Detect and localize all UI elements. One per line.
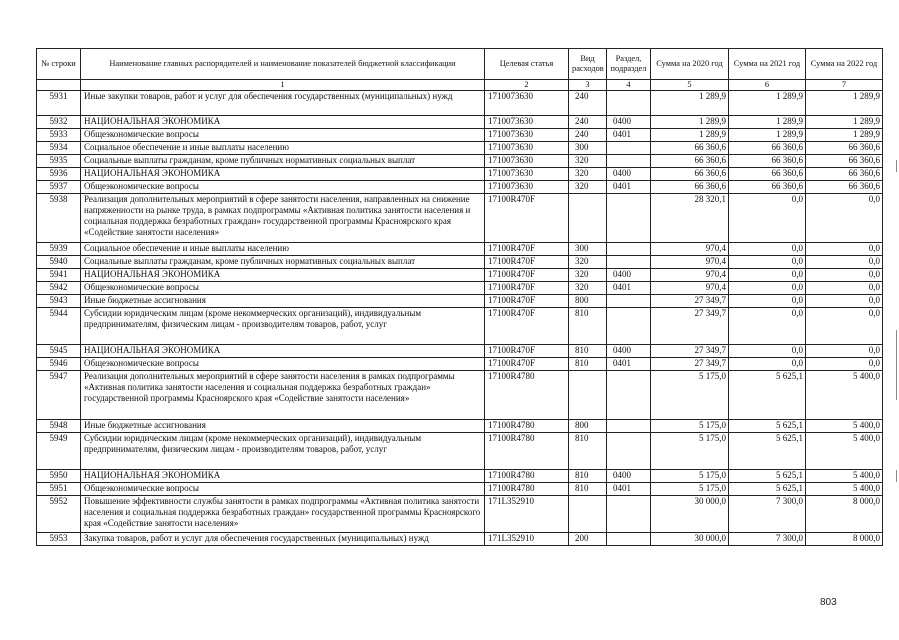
row-sum-2021: 66 360,6	[729, 142, 806, 155]
row-expense-type: 320	[569, 181, 607, 194]
scan-edge-mark	[896, 470, 897, 482]
row-sum-2020: 970,4	[651, 282, 729, 295]
row-target-article: 17100R470F	[485, 243, 569, 256]
row-name: Общеэкономические вопросы	[81, 282, 485, 295]
row-name: Социальное обеспечение и иные выплаты населению	[81, 243, 485, 256]
row-target-article: 17100R4780	[485, 483, 569, 496]
row-sum-2020: 27 349,7	[651, 358, 729, 371]
row-name: Реализация дополнительных мероприятий в сфере занятости населения, направленных на снижение напряженности на рынке труда, в рамках подпрограммы «Активная политика занятости населения и социальная поддержка безработных граждан» государственной программы Красноярского края «Содействие занятости населения»	[81, 194, 485, 243]
row-target-article: 17100R470F	[485, 358, 569, 371]
row-number: 5936	[37, 168, 81, 181]
row-sum-2020: 1 289,9	[651, 91, 729, 116]
row-number: 5935	[37, 155, 81, 168]
row-target-article: 17100R470F	[485, 308, 569, 345]
row-sum-2022: 0,0	[806, 308, 883, 345]
row-sum-2021: 5 625,1	[729, 470, 806, 483]
table-row	[37, 371, 883, 420]
row-expense-type: 320	[569, 155, 607, 168]
row-sum-2022: 8 000,0	[806, 496, 883, 533]
row-name: Иные бюджетные ассигнования	[81, 295, 485, 308]
row-number: 5946	[37, 358, 81, 371]
table-row	[37, 282, 883, 295]
row-target-article: 17100R470F	[485, 269, 569, 282]
row-sum-2021: 5 625,1	[729, 371, 806, 420]
column-number: 4	[607, 80, 651, 91]
row-sum-2021: 0,0	[729, 345, 806, 358]
row-section	[607, 142, 651, 155]
row-expense-type: 300	[569, 142, 607, 155]
row-sum-2020: 5 175,0	[651, 371, 729, 420]
row-number: 5944	[37, 308, 81, 345]
row-name: Субсидии юридическим лицам (кроме некоммерческих организаций), индивидуальным предпринимателям, физическим лицам - производителям товаров, работ, услуг	[81, 433, 485, 470]
row-sum-2020: 27 349,7	[651, 295, 729, 308]
row-sum-2020: 28 320,1	[651, 194, 729, 243]
row-section	[607, 295, 651, 308]
row-name: Повышение эффективности службы занятости в рамках подпрограммы «Активная политика занятости населения и социальная поддержка безработных граждан» государственной программы Красноярского края «Содействие занятости населения»	[81, 496, 485, 533]
row-number: 5938	[37, 194, 81, 243]
row-sum-2022: 1 289,9	[806, 129, 883, 142]
row-number: 5945	[37, 345, 81, 358]
row-target-article: 17100R470F	[485, 282, 569, 295]
row-section	[607, 420, 651, 433]
row-name: НАЦИОНАЛЬНАЯ ЭКОНОМИКА	[81, 269, 485, 282]
column-number: 3	[569, 80, 607, 91]
row-target-article: 1710073630	[485, 142, 569, 155]
row-expense-type: 320	[569, 256, 607, 269]
header-row-number: № строки	[37, 49, 81, 80]
row-expense-type: 240	[569, 91, 607, 116]
row-sum-2021: 1 289,9	[729, 91, 806, 116]
row-sum-2020: 27 349,7	[651, 308, 729, 345]
row-sum-2022: 5 400,0	[806, 371, 883, 420]
row-expense-type: 800	[569, 420, 607, 433]
row-sum-2021: 5 625,1	[729, 420, 806, 433]
row-target-article: 17100R470F	[485, 295, 569, 308]
table-row	[37, 269, 883, 282]
row-name: НАЦИОНАЛЬНАЯ ЭКОНОМИКА	[81, 116, 485, 129]
row-sum-2021: 5 625,1	[729, 433, 806, 470]
table-row	[37, 116, 883, 129]
row-section	[607, 533, 651, 546]
row-section: 0400	[607, 345, 651, 358]
row-section: 0401	[607, 358, 651, 371]
row-sum-2022: 66 360,6	[806, 168, 883, 181]
row-sum-2022: 5 400,0	[806, 420, 883, 433]
row-name: Реализация дополнительных мероприятий в сфере занятости населения в рамках подпрограммы «Активная политика занятости населения и социальная поддержка безработных граждан» государственной программы Красноярского края «Содействие занятости населения»	[81, 371, 485, 420]
header-row	[37, 49, 883, 80]
row-sum-2021: 1 289,9	[729, 116, 806, 129]
row-section: 0401	[607, 282, 651, 295]
table-row	[37, 181, 883, 194]
row-number: 5934	[37, 142, 81, 155]
column-number: 2	[485, 80, 569, 91]
row-section	[607, 256, 651, 269]
column-number: 1	[81, 80, 485, 91]
table-row	[37, 91, 883, 116]
table-row	[37, 168, 883, 181]
row-sum-2020: 1 289,9	[651, 129, 729, 142]
row-expense-type: 320	[569, 168, 607, 181]
row-target-article: 17100R470F	[485, 256, 569, 269]
row-number: 5948	[37, 420, 81, 433]
row-sum-2022: 5 400,0	[806, 483, 883, 496]
row-expense-type: 240	[569, 116, 607, 129]
row-target-article: 171L352910	[485, 496, 569, 533]
row-number: 5949	[37, 433, 81, 470]
row-sum-2021: 0,0	[729, 256, 806, 269]
row-sum-2022: 1 289,9	[806, 91, 883, 116]
budget-table-sheet	[36, 48, 882, 546]
row-section	[607, 433, 651, 470]
row-section	[607, 496, 651, 533]
row-sum-2020: 970,4	[651, 269, 729, 282]
row-number: 5937	[37, 181, 81, 194]
table-row	[37, 483, 883, 496]
row-name: Социальные выплаты гражданам, кроме публичных нормативных социальных выплат	[81, 256, 485, 269]
header-target-article: Целевая статья	[485, 49, 569, 80]
table-row	[37, 256, 883, 269]
table-row	[37, 470, 883, 483]
row-number: 5951	[37, 483, 81, 496]
row-expense-type: 810	[569, 358, 607, 371]
row-sum-2021: 0,0	[729, 358, 806, 371]
row-sum-2020: 1 289,9	[651, 116, 729, 129]
row-expense-type: 240	[569, 129, 607, 142]
row-sum-2021: 7 300,0	[729, 496, 806, 533]
row-name: НАЦИОНАЛЬНАЯ ЭКОНОМИКА	[81, 168, 485, 181]
row-name: Общеэкономические вопросы	[81, 358, 485, 371]
table-row	[37, 496, 883, 533]
table-row	[37, 308, 883, 345]
table-row	[37, 433, 883, 470]
row-sum-2021: 0,0	[729, 243, 806, 256]
row-number: 5943	[37, 295, 81, 308]
table-row	[37, 420, 883, 433]
row-number: 5940	[37, 256, 81, 269]
row-sum-2020: 5 175,0	[651, 433, 729, 470]
row-sum-2022: 0,0	[806, 194, 883, 243]
column-number: 6	[729, 80, 806, 91]
row-sum-2021: 7 300,0	[729, 533, 806, 546]
row-sum-2020: 30 000,0	[651, 533, 729, 546]
row-number: 5950	[37, 470, 81, 483]
column-number: 5	[651, 80, 729, 91]
row-number: 5931	[37, 91, 81, 116]
row-section	[607, 155, 651, 168]
scan-edge-mark	[896, 330, 897, 400]
scan-edge-mark	[896, 160, 897, 172]
row-sum-2022: 5 400,0	[806, 470, 883, 483]
row-sum-2022: 0,0	[806, 282, 883, 295]
row-sum-2022: 0,0	[806, 243, 883, 256]
row-sum-2020: 66 360,6	[651, 155, 729, 168]
row-sum-2020: 5 175,0	[651, 420, 729, 433]
header-name: Наименование главных распорядителей и наименование показателей бюджетной классификации	[81, 49, 485, 80]
page-number: 803	[820, 597, 837, 608]
row-name: НАЦИОНАЛЬНАЯ ЭКОНОМИКА	[81, 345, 485, 358]
row-sum-2021: 1 289,9	[729, 129, 806, 142]
row-sum-2020: 970,4	[651, 243, 729, 256]
row-section: 0400	[607, 168, 651, 181]
row-expense-type: 810	[569, 345, 607, 358]
table-row	[37, 142, 883, 155]
row-sum-2021: 66 360,6	[729, 168, 806, 181]
row-name: Иные закупки товаров, работ и услуг для обеспечения государственных (муниципальных) нужд	[81, 91, 485, 116]
row-name: Субсидии юридическим лицам (кроме некоммерческих организаций), индивидуальным предпринимателям, физическим лицам - производителям товаров, работ, услуг	[81, 308, 485, 345]
row-target-article: 17100R470F	[485, 194, 569, 243]
row-expense-type	[569, 194, 607, 243]
row-sum-2022: 1 289,9	[806, 116, 883, 129]
row-section	[607, 243, 651, 256]
column-number	[37, 80, 81, 91]
row-target-article: 1710073630	[485, 129, 569, 142]
row-section	[607, 371, 651, 420]
row-name: Общеэкономические вопросы	[81, 483, 485, 496]
row-sum-2021: 5 625,1	[729, 483, 806, 496]
row-target-article: 1710073630	[485, 181, 569, 194]
table-row	[37, 533, 883, 546]
row-sum-2020: 30 000,0	[651, 496, 729, 533]
column-number: 7	[806, 80, 883, 91]
row-name: Иные бюджетные ассигнования	[81, 420, 485, 433]
table-row	[37, 345, 883, 358]
row-expense-type: 810	[569, 433, 607, 470]
row-name: Общеэкономические вопросы	[81, 129, 485, 142]
row-sum-2020: 5 175,0	[651, 483, 729, 496]
row-sum-2021: 0,0	[729, 282, 806, 295]
row-sum-2022: 0,0	[806, 256, 883, 269]
row-expense-type: 320	[569, 282, 607, 295]
row-sum-2020: 66 360,6	[651, 181, 729, 194]
row-sum-2020: 5 175,0	[651, 470, 729, 483]
row-sum-2022: 0,0	[806, 358, 883, 371]
row-sum-2021: 66 360,6	[729, 181, 806, 194]
row-number: 5952	[37, 496, 81, 533]
row-number: 5941	[37, 269, 81, 282]
row-sum-2020: 27 349,7	[651, 345, 729, 358]
row-number: 5933	[37, 129, 81, 142]
row-section: 0401	[607, 483, 651, 496]
row-number: 5942	[37, 282, 81, 295]
row-expense-type: 200	[569, 533, 607, 546]
row-number: 5953	[37, 533, 81, 546]
row-sum-2022: 0,0	[806, 295, 883, 308]
row-target-article: 171L352910	[485, 533, 569, 546]
header-sum-2022: Сумма на 2022 год	[806, 49, 883, 80]
table-body	[37, 91, 883, 546]
header-sum-2021: Сумма на 2021 год	[729, 49, 806, 80]
row-sum-2021: 0,0	[729, 269, 806, 282]
table-row	[37, 155, 883, 168]
row-number: 5932	[37, 116, 81, 129]
row-sum-2021: 0,0	[729, 194, 806, 243]
header-expense-type: Вид расходов	[569, 49, 607, 80]
row-name: Общеэкономические вопросы	[81, 181, 485, 194]
row-name: Закупка товаров, работ и услуг для обеспечения государственных (муниципальных) нужд	[81, 533, 485, 546]
row-expense-type	[569, 496, 607, 533]
row-target-article: 17100R470F	[485, 345, 569, 358]
header-section: Раздел, подраздел	[607, 49, 651, 80]
row-target-article: 1710073630	[485, 155, 569, 168]
row-section	[607, 91, 651, 116]
row-target-article: 1710073630	[485, 91, 569, 116]
row-expense-type	[569, 371, 607, 420]
row-name: Социальное обеспечение и иные выплаты населению	[81, 142, 485, 155]
table-row	[37, 295, 883, 308]
column-number-row	[37, 80, 883, 91]
row-expense-type: 320	[569, 269, 607, 282]
row-section: 0400	[607, 269, 651, 282]
row-section: 0401	[607, 181, 651, 194]
table-row	[37, 129, 883, 142]
row-expense-type: 800	[569, 295, 607, 308]
row-sum-2022: 0,0	[806, 345, 883, 358]
row-expense-type: 810	[569, 470, 607, 483]
row-name: Социальные выплаты гражданам, кроме публичных нормативных социальных выплат	[81, 155, 485, 168]
row-number: 5939	[37, 243, 81, 256]
row-number: 5947	[37, 371, 81, 420]
row-name: НАЦИОНАЛЬНАЯ ЭКОНОМИКА	[81, 470, 485, 483]
row-target-article: 1710073630	[485, 116, 569, 129]
row-section	[607, 194, 651, 243]
row-section: 0400	[607, 116, 651, 129]
budget-table	[36, 48, 883, 546]
row-target-article: 17100R4780	[485, 470, 569, 483]
row-sum-2020: 970,4	[651, 256, 729, 269]
table-row	[37, 243, 883, 256]
row-sum-2020: 66 360,6	[651, 142, 729, 155]
row-section	[607, 308, 651, 345]
row-sum-2022: 0,0	[806, 269, 883, 282]
table-row	[37, 358, 883, 371]
row-expense-type: 810	[569, 308, 607, 345]
row-expense-type: 300	[569, 243, 607, 256]
row-sum-2022: 5 400,0	[806, 433, 883, 470]
row-sum-2021: 0,0	[729, 308, 806, 345]
row-sum-2022: 66 360,6	[806, 142, 883, 155]
row-sum-2022: 66 360,6	[806, 181, 883, 194]
row-expense-type: 810	[569, 483, 607, 496]
header-sum-2020: Сумма на 2020 год	[651, 49, 729, 80]
row-sum-2020: 66 360,6	[651, 168, 729, 181]
table-row	[37, 194, 883, 243]
row-sum-2021: 66 360,6	[729, 155, 806, 168]
row-section: 0401	[607, 129, 651, 142]
row-sum-2022: 66 360,6	[806, 155, 883, 168]
row-sum-2021: 0,0	[729, 295, 806, 308]
row-target-article: 17100R4780	[485, 433, 569, 470]
row-target-article: 17100R4780	[485, 420, 569, 433]
row-section: 0400	[607, 470, 651, 483]
row-target-article: 17100R4780	[485, 371, 569, 420]
row-sum-2022: 8 000,0	[806, 533, 883, 546]
row-target-article: 1710073630	[485, 168, 569, 181]
